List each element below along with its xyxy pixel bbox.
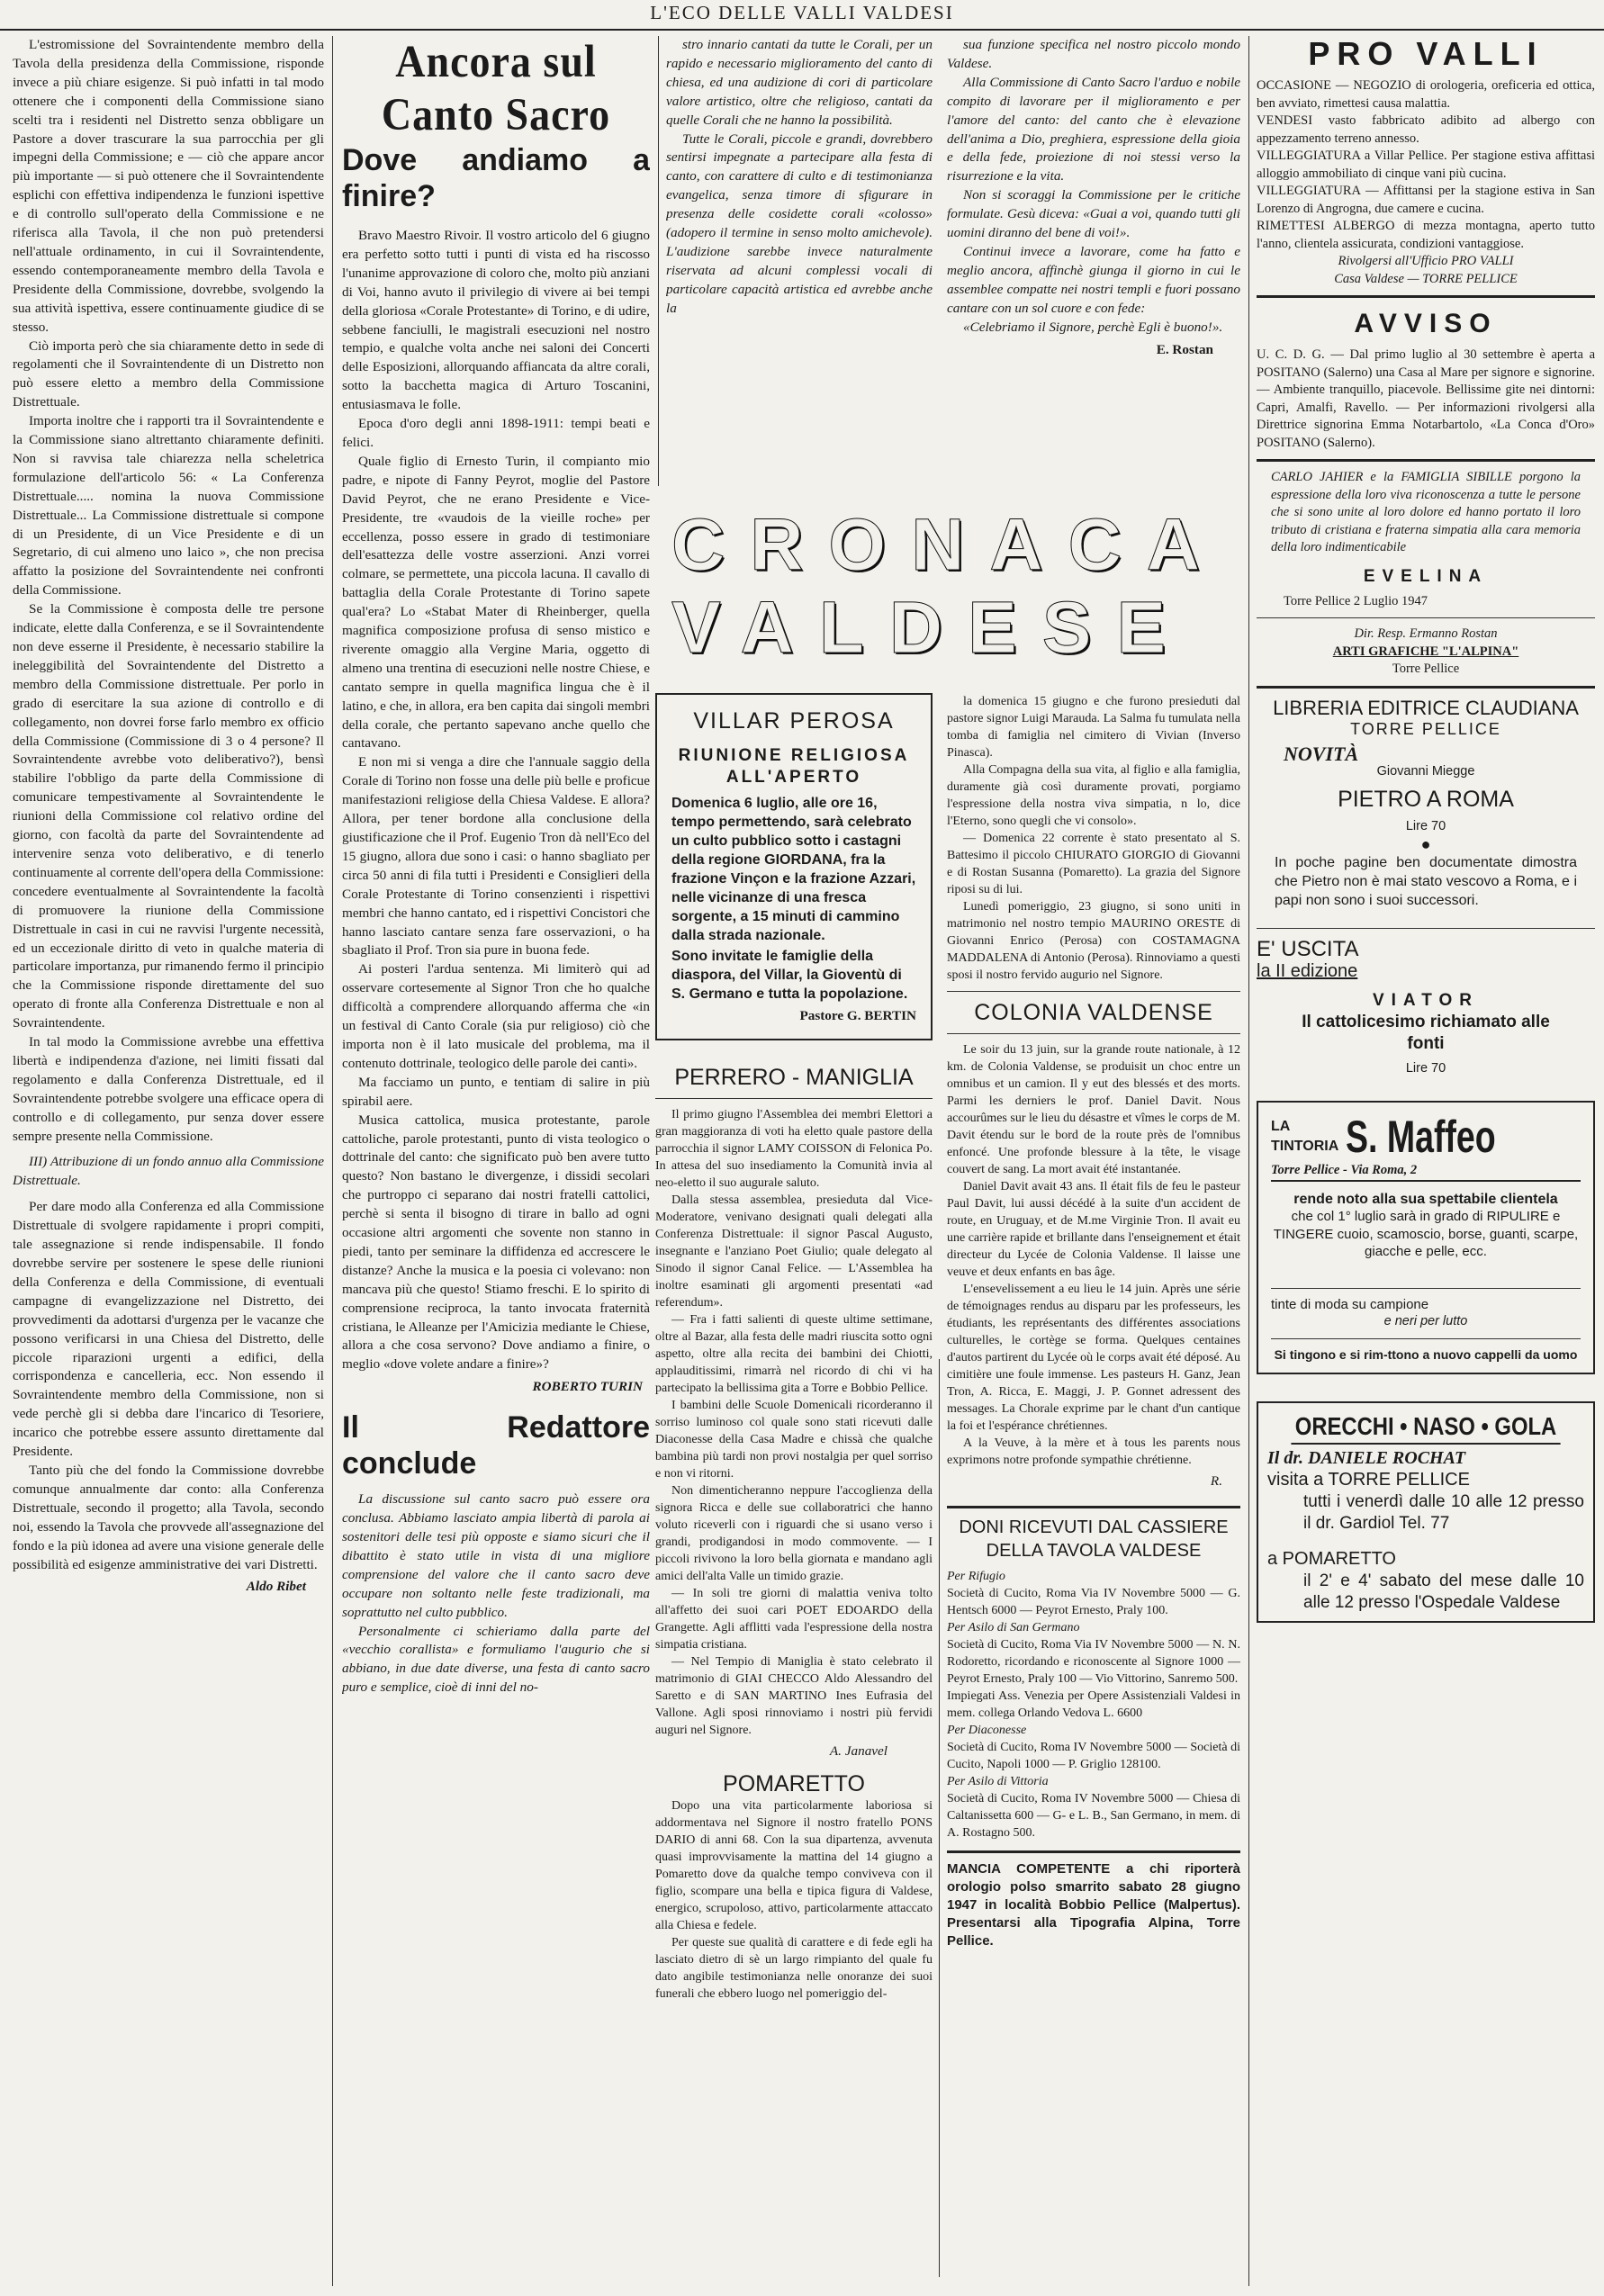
paragraph: VENDESI vasto fabbricato adibito ad albergo con appezzamento terreno annesso. [1257,113,1595,146]
divider [1271,1338,1581,1339]
doni-title: DONI RICEVUTI DAL CASSIERE DELLA TAVOLA VALDESE [959,1517,1229,1561]
colonia-title: COLONIA VALDENSE [974,1000,1213,1025]
paragraph: Ma facciamo un punto, e tentiam di salire in più spirabil aere. [342,1074,650,1109]
article-signature: A. Janavel [829,1742,888,1759]
pro-valli-header: PRO VALLI [1308,36,1544,72]
tintoria-word: TINTORIA [1271,1139,1339,1154]
paragraph: L'estromissione del Sovraintendente membro della Tavola della presidenza della Commissione, risponde invece a più chiare esigenze. Si può infatti in tal modo ottenere che i componenti della Commissione siano scelti tra i residenti nel Distretto senza obbligare un Pastore a dover trascurare la sua parrocchia per gli impegni della Commissione; e — ciò che appare ancor più importante — si può ottenere che il Sovraintendente esplichi con effettiva indipendenza le funzioni ispettive e di controllo sull'operato della Commissione e ne riferisca alla Tavola, il che non può pretendersi nell'attuale ordinamento, in cui il Sovraintendente, essendo contemporaneamente membro della Tavola e Presidente della Commissione, dovrebbe, svolgendo la sua attività ispettiva, essere continuamente giudice di se stesso. [13,37,324,335]
paragraph: Alla Compagna della sua vita, al figlio e alla famiglia, duramente già così duramente provati, porgiamo l'espressione della nostra viva simpatia, n lo, dice l'Eterno, sono quegli che vi consolo». [947,763,1240,828]
paragraph: L'ensevelissement a eu lieu le 14 juin. Après une série de témoignages rendus au disparu par les professeurs, les étudiants, les représentants des différentes associations culturelles, le cortège se forma. Quelques centaines d'autos partirent du Lycée où le corps avait été déposé. Au cimitière une foule immense. Les pasteurs H. Ganz, Jean Tron, A. Ricca, E. Maggi, J. P. Gonnet adressent des messages. La Chorale exprime par le chant d'un cantique la foi et l'espérance chrétiennes. [947,1283,1240,1433]
avviso-body: U. C. D. G. — Dal primo luglio al 30 settembre è aperta a POSITANO (Salerno) una Casa al Mare per signore e signorine. — Ambiente tranquillo, piacevole. Bellissime gite nei dintorni: Capri, Amalfi, Ravello. — Per informazioni rivolgersi alla Direttrice signorina Emma Notarbartolo, «La Conca d'Oro» POSITANO (Salerno). [1257,347,1595,450]
paragraph: Società di Cucito, Roma Via IV Novembre 5000 — N. N. Rodoretto, ricordando e riconoscente al Signore 1000 — Peyrot Ernesto, Praly 100 — Vio Vittorino, Sanremo 500. [947,1637,1240,1686]
paragraph: — In soli tre giorni di malattia veniva tolto all'affetto dei suoi cari POET EDOARDO della Grangette. Agli afflitti vada l'espressione della nostra simpatia cristiana. [655,1586,933,1652]
paragraph: Daniel Davit avait 43 ans. Il était fils de feu le pasteur Paul Davit, lui aussi décédé à la suite d'un accident de route, en Uruguay, et de M.me Virginie Tron. Il avait eu une carrière rapide et brillante dans l'enseignement et était directeur du Lycée de Colonia Valdense. Il laisse une veuve et deux enfants en bas âge. [947,1180,1240,1279]
column-1 [13,36,324,2277]
thanks-body: CARLO JAHIER e la FAMIGLIA SIBILLE porgono la espressione della loro viva riconoscenza a tutte le persone che si sono unite al loro dolore ed hanno portato il loro tributo di cristiana e fraterna simpatia alla cara memoria della loro indimenticabile [1271,470,1581,554]
article-headline: Il Redattore conclude [342,1410,650,1481]
uscita-label: E' USCITA [1257,937,1359,961]
divider [947,1850,1240,1853]
villar-place: VILLAR PEROSA [693,708,895,734]
cronaca-title-line: VALDESE [671,587,1192,669]
pro-valli-footer: Rivolgersi all'Ufficio PRO VALLI [1338,254,1514,268]
paragraph: Per Diaconesse [947,1723,1027,1737]
paragraph: Alla Commissione di Canto Sacro l'arduo e nobile compito di lavorare per il miglioramento e per l'amore del canto: del canto che è elevazione dell'anima a Dio, preghiera, espressione della gioia e della fede, proiezione di noi stessi verso la risurrezione e la vita. [947,74,1240,185]
divider [947,1506,1240,1508]
paragraph: I bambini delle Scuole Domenicali ricorderanno il sorriso luminoso col quale sono stati ricevuti dalle Diaconesse della Casa Madre e chissà che qualche bambina più tardi non provi nostalgia per quel sorriso e non vi ritorni. [655,1398,933,1481]
article-signature: Aldo Ribet [246,1579,306,1595]
paragraph: Non dimenticheranno neppure l'accoglienza della signora Ricca e delle sue collaboratrici che hanno voluto riceverli con i riguardi che si usano verso i grandi, prodigandosi in modo commovente. — I piccoli rivivono la loro bella giornata e mandano agli amici dell'alta Valle un timido grazie. [655,1483,933,1583]
paragraph: Tutte le Corali, piccole e grandi, dovrebbero sentirsi impegnate a partecipare alla festa di canto, con carattere di culto e di testimonianza evangelica, senza timore di sfigurare in presenza delle cosidette corali «colosso» (adopero il termine in senso molto amichevole). L'audizione sarebbe invece naturalmente riservata ad alcuni complessi vocali di particolare capacità artistica ed avrebbe anche la [666,131,933,316]
paragraph: Importa inoltre che i rapporti tra il Sovraintendente e la Commissione siano altrettanto chiaramente definiti. Non si ravvisa tale chiarezza nella scheletrica formulazione dell'articolo 56: « La Conferenza Distrettuale..... nomina la nuova Commissione Distrettuale... La Commissione distrettuale si compone di un Presidente, di un Vice Presidente e di un Segretario, di cui almeno uno laico », che non precisa affatto la posizione del Sovraintendente nei confronti della Commissione. [13,413,324,599]
paragraph: stro innario cantati da tutte le Corali, per un rapido e necessario miglioramento del canto di chiesa, ed una audizione di cori di particolare valore artistico, oltre che religioso, cantati da quelle Corali che ne hanno la possibilità. [666,37,933,128]
printer-place: Torre Pellice [1392,662,1460,676]
divider [947,991,1240,992]
villar-title: RIUNIONE RELIGIOSA ALL'APERTO [678,746,910,787]
paragraph: Ciò importa però che sia chiaramente detto in sede di regolamenti che il Sovraintendente di un Distretto non può essere eletto a membro della Commissione Distrettuale. [13,338,324,410]
orl-a: a POMARETTO [1267,1548,1396,1569]
paragraph: Società di Cucito, Roma IV Novembre 5000 — Chiesa di Caltanissetta 600 — G- e L. B., San Germano, in mem. di A. Rostagno 500. [947,1791,1240,1840]
book-author: Giovanni Miegge [1376,763,1475,779]
director: Dir. Resp. Ermanno Rostan [1354,626,1498,641]
paragraph: Bravo Maestro Rivoir. Il vostro articolo del 6 giugno era perfetto sotto tutti i punti di vista ed ha riscosso l'unanime approvazione di coloro che, molto più anziani di Voi, hanno avuto il privilegio di vivere ai bei tempi della gloriosa «Corale Protestante» di Torino, e di udire, sebbene fanciulli, le magistrali esecuzioni nel nostro tempio, e qualche volta anche nei saloni dei Concerti delle Esposizioni, allorquando affiancata da altre corali, sotto la bacchetta magica di Arturo Toscanini, entusiasmava le folle. [342,228,650,413]
paragraph: Personalmente ci schieriamo dalla parte del «vecchio corallista» e formuliamo l'augurio che si abbiano, in due date diverse, una festa di canto sacro puro e semplice, cioè di inni del no- [342,1623,650,1696]
paragraph: Per queste sue qualità di carattere e di fede egli ha lasciato dietro di sè un largo rimpianto del quale fu dato angibile testimonianza nelle onoranze dei suoi funerali che ebbero luogo nel pomeriggio del- [655,1935,933,2001]
tintoria-address: Torre Pellice - Via Roma, 2 [1271,1162,1581,1182]
printer: ARTI GRAFICHE "L'ALPINA" [1332,644,1519,659]
paragraph: Ai posteri l'ardua sentenza. Mi limiterò qui ad osservare cortesemente al Signor Tron che ho qualche difficoltà a comprendere allorquando afferma che «in un festival di Canto Corale (sia pur religioso) ciò che importa non è il lato musicale del problema, ma il contenuto dottrinale, teologico delle parole dei canti». [342,961,650,1071]
cronaca-title-line: CRONACA [671,504,1226,586]
orl-title: ORECCHI • NASO • GOLA [1291,1410,1560,1445]
villar-body: Domenica 6 luglio, alle ore 16, tempo permettendo, sarà celebrato un culto pubblico sotto i castagni della regione GIORDANA, fra la frazione Vinçon e la frazione Azzari, nelle vicinanze di una fresca sorgente, a 15 minuti di cammino dalla strada nazionale. [671,796,916,943]
viator-label: VIATOR [1372,990,1480,1010]
paragraph: RIMETTESI ALBERGO di mezza montagna, aperto tutto l'anno, clientela assicurata, condizioni vantaggiose. [1257,219,1595,251]
paragraph: Non si scoraggi la Commissione per le critiche formulate. Gesù diceva: «Guai a voi, quando tutti gli uomini diranno del bene di voi!». [947,187,1240,241]
paragraph: Se la Commissione è composta delle tre persone indicate, elette dalla Conferenza, e se il Sovraintendente non deve esserne il Presidente, è necessario stabilire la ineleggibilità del Sovraintendente del Distretto a membro della Commissione distrettuale. Per porlo in grado di esercitare la sua azione di controllo e di collegamento, non dovrei forse farlo membro ex officio della Commissione (Commissione di 3 o 4 persone? Il Sovraintendente avrebbe voto deliberativo?), bensì stabilire l'obbligo da parte della Commissione di comunicare tempestivamente al Sovraintendente le riunioni della Commissione col relativo ordine del giorno, con facoltà da parte del Sovraintendente ad intervenire senza voto deliberativo, e di tenerlo continuamente al corrente dell'opera della Commissione: concedere eventualmente al Sovraintendente la facoltà di promuovere la riunione della Commissione Distrettuale in casi in cui ne ravvisi l'urgente necessità, ed un eccezionale diritto di veto in qualche materia di particolare importanza, pur rimanendo fermo il principio che la Commissione risponde direttamente del suo operato di fronte alla Conferenza Distrettuale e non al Sovraintendente. [13,601,324,1031]
column-rule [1248,36,1249,2286]
paragraph: Impiegati Ass. Venezia per Opere Assistenziali Valdesi in mem. collega Orlando Vedova L. 6600 [947,1688,1240,1720]
paragraph: Tanto più che del fondo la Commissione dovrebbe comunque annualmente dar conto: alla Conferenza Distrettuale, secondo il progetto; alla Tavola, secondo noi, essendo la Tavola che provvede all'assegnazione del fondo e la più idonea ad avere una visione generale delle possibilità ed esigenze amministrative dei vari Distretti. [13,1462,324,1572]
column-right [1257,36,1595,2277]
orl-doctor: Il dr. DANIELE ROCHAT [1267,1448,1466,1468]
pro-valli-footer: Casa Valdese — TORRE PELLICE [1334,271,1518,286]
divider [947,1033,1240,1034]
article-signature: R. [1210,1473,1222,1489]
divider [1271,1288,1581,1289]
paragraph: Continui invece a lavorare, come ha fatto e meglio ancora, affinchè giunga il giorno in cui le assemblee compatte nei nostri templi e fuori possano cantare con un sol cuore e con fede: [947,243,1240,316]
paragraph: Lunedì pomeriggio, 23 giugno, si sono uniti in matrimonio nel nostro tempio MAURINO ORESTE di Giovanni Enrico (Perosa) con COSTAMAGNA MADDALENA di Antonio (Perosa). Rinnoviamo a questi sposi il nostro fervido augurio nel Signore. [947,900,1240,982]
villar-perosa-box [655,693,933,1040]
orl-ad [1257,1401,1595,1623]
divider [1257,928,1595,929]
bullet: ● [1420,834,1431,853]
orl-visita: visita a TORRE PELLICE [1267,1469,1470,1490]
uscita-edition: la II edizione [1257,961,1358,981]
novita-label: NOVITÀ [1284,743,1359,765]
canto-sacro-banner: Ancora sul Canto Sacro [381,36,611,140]
paragraph: Le soir du 13 juin, sur la grande route nationale, à 12 km. de Colonia Valdense, se produisit un choc entre un omnibus et un camion. Il y eut des blessés et des morts. Parmi les derniers le prof. Daniel Davit. Nous accourûmes sur le lieu du désastre et vîmes le corps de M. Davit étendu sur le bord de la route près de l'omnibus enfoncé. Une profonde blessure à la tête, le visage couvert de sang. La mort avait été instantanée. [947,1043,1240,1176]
divider [655,1098,933,1099]
paragraph: In tal modo la Commissione avrebbe una effettiva libertà e indipendenza d'azione, nei limiti fissati dal regolamento e dalla Conferenza Distrettuale, ed il Sovraintendente potrebbe svolgere una efficace opera di controllo e di collegamento, pur senza dover essere sempre presente nella Commissione. [13,1034,324,1144]
paragraph: la domenica 15 giugno e che furono presieduti dal pastore signor Luigi Marauda. La Salma fu tumulata nella tomba di famiglia nel cimitero di Vivian (Inverso Pinasca). [947,695,1240,760]
column-3a [666,36,933,495]
cronaca-valdese-title [671,504,1226,684]
masthead: L'ECO DELLE VALLI VALDESI [0,0,1604,31]
tintoria-la: LA [1271,1119,1291,1134]
paragraph: Società di Cucito, Roma Via IV Novembre 5000 — G. Hentsch 6000 — Peyrot Ernesto, Praly 100. [947,1586,1240,1617]
book-price-2: Lire 70 [1405,1060,1446,1076]
divider [1257,686,1595,689]
mancia-notice: MANCIA COMPETENTE a chi riporterà orologio polso smarrito sabato 28 giugno 1947 in località Bobbio Pellice (Malpertus). Presentarsi alla Tipografia Alpina, Torre Pellice. [947,1860,1240,1949]
paragraph: — Nel Tempio di Maniglia è stato celebrato il matrimonio di GIAI CHECCO Aldo Alessandro del Saretto e di SAN MARTINO Ines Eufrasia del Vallone. Agli sposi rinnoviamo i nostri più fervidi auguri nel Signore. [655,1654,933,1737]
column-rule [939,1359,940,2277]
divider [1257,617,1595,618]
tintoria-body: che col 1° luglio sarà in grado di RIPULIRE e TINGERE cuoio, scamoscio, borse, guanti, scarpe, giacche e pelle, ecc. [1273,1209,1579,1259]
perrero-title: PERRERO - MANIGLIA [674,1064,914,1090]
divider [1257,459,1595,462]
paragraph: VILLEGGIATURA — Affittansi per la stagione estiva in San Lorenzo di Angrogna, due camere e cucina. [1257,184,1595,216]
villar-signature: Pastore G. BERTIN [799,1008,916,1023]
column-3b [947,36,1240,495]
book-title: PIETRO A ROMA [1338,787,1514,812]
tintoria-tinte: tinte di moda su campione [1271,1296,1429,1312]
article-signature: E. Rostan [1156,341,1213,357]
paragraph: Per Asilo di San Germano [947,1620,1080,1634]
paragraph: E non mi si venga a dire che l'annuale saggio della Corale di Torino non fosse una delle più belle e proficue manifestazioni religiose della Chiesa Valdese. E allora? Allora, per tener bordone alla conclusione della giustificazione che il Prof. Eugenio Tron dà nell'Eco del 15 giugno, allora due sono i casi: o hanno sbagliato per circa 50 anni di fila tutti i Presidenti e Consiglieri della Corale Protestante di Torino consenzienti i rispettivi membri che hanno cantato, ed i rispettivi Concistori che hanno lasciato cantare senza fare osservazioni, o ha sbagliato il Prof. Tron sia pure in buona fede. [342,754,650,959]
paragraph: Epoca d'oro degli anni 1898-1911: tempi beati e felici. [342,416,650,450]
thanks-date: Torre Pellice 2 Luglio 1947 [1284,593,1428,608]
paragraph: A la Veuve, à la mère et à tous les parents nous exprimons notre profonde sympathie chrétienne. [947,1436,1240,1467]
orl-pom: il 2' e 4' sabato del mese dalle 10 alle 12 presso l'Ospedale Valdese [1303,1571,1584,1612]
paragraph: «Celebriamo il Signore, perchè Egli è buono!». [963,319,1223,335]
paragraph: Per Asilo di Vittoria [947,1774,1049,1788]
paragraph: — Fra i fatti salienti di queste ultime settimane, oltre al Bazar, alla festa delle madri riuscita sotto ogni aspetto, oltre alla recita dei bambini dei Chiotti, applauditissimi, rimarrà nel ricordo di chi vi ha partecipato la bellissima gita a Torre e Bobbio Pellice. [655,1312,933,1395]
book-price: Lire 70 [1405,819,1446,833]
book-title-2: Il cattolicesimo richiamato alle fonti [1302,1012,1550,1053]
paragraph: Il primo giugno l'Assemblea dei membri Elettori a gran maggioranza di voti ha eletto quale pastore della parrocchia il signor LAMY COISSON di Felonica Po. In attesa del suo insediamento la Comunità invia al neo-eletto il suo augurale saluto. [655,1107,933,1190]
tintoria-tinte-2: e neri per lutto [1383,1314,1468,1328]
column-rule [658,36,659,486]
paragraph: Per dare modo alla Conferenza ed alla Commissione Distrettuale di svolgere rapidamente i propri compiti, tale assegnazione si rende indispensabile. Il fondo dovrebbe servire per sostenere le spese delle riunioni della Conferenza e della Commissione, di eventuali campagne di evangelizzazione nel Distretto, dei provvedimenti da adottarsi d'urgenza per le vacanze che possono verificarsi in una Chiesa del Distretto, delle piccole riparazioni urgenti a edifici, della corrispondenza e cancelleria, ecc. Non essendo il Sovraintendente membro della Commissione, non si vede perchè gli si debba dare l'incarico di Tesoriere, incarico che potrebbe essere assunto direttamente dal Presidente. [13,1199,324,1460]
tintoria-ad [1257,1101,1595,1374]
tintoria-cappelli: Si tingono e si rim-ttono a nuovo cappelli da uomo [1274,1346,1578,1362]
paragraph: Per Rifugio [947,1569,1005,1583]
villar-body2: Sono invitate le famiglie della diaspora, del Villar, la Gioventù di S. Germano e tutta la popolazione. [671,949,908,1002]
section-title: III) Attribuzione di un fondo annuo alla Commissione Distrettuale. [13,1154,324,1189]
article-signature: ROBERTO TURIN [532,1379,643,1395]
divider [1257,295,1595,298]
column-rule [332,36,333,2286]
paragraph: Società di Cucito, Roma IV Novembre 5000 — Società di Cucito, Napoli 1000 — P. Griglio 128100. [947,1740,1240,1771]
article-headline: Dove andiamo a finire? [342,143,650,213]
paragraph: — Domenica 22 corrente è stato presentato al S. Battesimo il piccolo CHIURATO GIORGIO di Giovanni e di Rostan Susanna (Pomaretto). La grazia del Signore riposi su di lui. [947,832,1240,896]
paragraph: OCCASIONE — NEGOZIO di orologeria, oreficeria ed ottica, ben avviato, rimettesi causa malattia. [1257,78,1595,111]
paragraph: Dalla stessa assemblea, presieduta dal Vice-Moderatore, venivano designati quali delegati alla Conferenza Distrettuale: il signor Pascal Augusto, insegnante e l'anziano Poet Giulio; quale delegato al Sinodo il signor Canal Felice. — L'Assemblea ha inoltre esaminati gli argomenti presentati «ad referendum». [655,1193,933,1310]
tintoria-lead: rende noto alla sua spettabile clientela [1293,1191,1558,1207]
paragraph: Musica cattolica, musica protestante, parole cattoliche, parole protestanti, punto di vista teologico o dottrinale del canto: che significato può ben avere tutto questo? Non bastano le divergenze, i dissidi secolari che purtroppo ci separano dai nostri fratelli cattolici, perchè si senta il bisogno di tirare in ballo ad ogni occasione altri argomenti che sovente non stanno in piedi, tanto per seminare la diffidenza ed accrescere le distanze? Anche la musica e la poesia ci volevano: non mancava più che questo! Stiamo freschi. E lo spirito di comprensione reciproca, la tanto invocata fraternità cristiana, le Alleanze per l'Amicizia mediante le Chiese, allora a che cosa servono? Dove andiamo a finire, o meglio «dove volete andare a finire»? [342,1112,650,1373]
pomaretto-title: POMARETTO [723,1770,865,1796]
tintoria-name: S. Maffeo [1346,1112,1496,1162]
paragraph: La discussione sul canto sacro può essere ora conclusa. Abbiamo lasciato ampia libertà di parola ai sostenitori delle tesi più opposte e siamo sicuri che il dibattito è stato utile in vista di una migliore comprensione del valore che il canto sacro deve occupare non soltanto nelle feste tradizionali, ma soprattutto nel culto pubblico. [342,1491,650,1620]
orl-tp: tutti i venerdì dalle 10 alle 12 presso il dr. Gardiol Tel. 77 [1303,1491,1584,1533]
column-3d [947,693,1240,2286]
column-3c [655,693,933,2286]
thanks-name: EVELINA [1363,566,1489,586]
paragraph: VILLEGGIATURA a Villar Pellice. Per stagione estiva affittasi alloggio ammobiliato di cinque vani più cucina. [1257,149,1595,181]
paragraph: Dopo una vita particolarmente laboriosa si addormentava nel Signore il nostro fratello PONS DARIO di anni 68. Con la sua dipartenza, avvenuta quasi improvvisamente la mattina del 14 giugno a Pomaretto dove da qualche tempo conviveva con il figlio, scompare una bella e tipica figura di Valdese, energico, scrupoloso, attivo, particolarmente attaccato alla Chiesa e fedele. [655,1798,933,1932]
paragraph: sua funzione specifica nel nostro piccolo mondo Valdese. [947,37,1240,71]
column-2 [342,36,650,2277]
claudiana-place: TORRE PELLICE [1350,719,1501,738]
avviso-header: AVVISO [1354,309,1498,338]
claudiana-name: LIBRERIA EDITRICE CLAUDIANA [1273,696,1579,719]
book-description: In poche pagine ben documentate dimostra che Pietro non è mai stato vescovo a Roma, e i papi non sono i suoi successori. [1275,855,1577,908]
paragraph: Quale figlio di Ernesto Turin, il compianto mio padre, e nipote di Fanny Peyrot, moglie del Pastore David Peyrot, che ne erano Presidente e Vice-Presidente, tre «vaudois de la vieille roche» per eccellenza, posso essere in grado di testimoniare dell'esattezza delle vostre asserzioni. Anzi vorrei colmare, se permettete, una piccola lacuna. Il cavallo di battaglia della Corale Protestante di Torino sapete qual'era? Lo «Stabat Mater di Rheinberger, quella magnifica composizione profusa di senso mistico e riverente omaggio alla Vergine Maria, oggetto di almeno una trentina di esecuzioni nelle nostre Chiese, e cantato sempre in quella magnifica lingua che è il latino, e che, in allora, era ben capita dai singoli membri della corale, che pertanto sapevano anche quello che cantavano. [342,453,650,752]
